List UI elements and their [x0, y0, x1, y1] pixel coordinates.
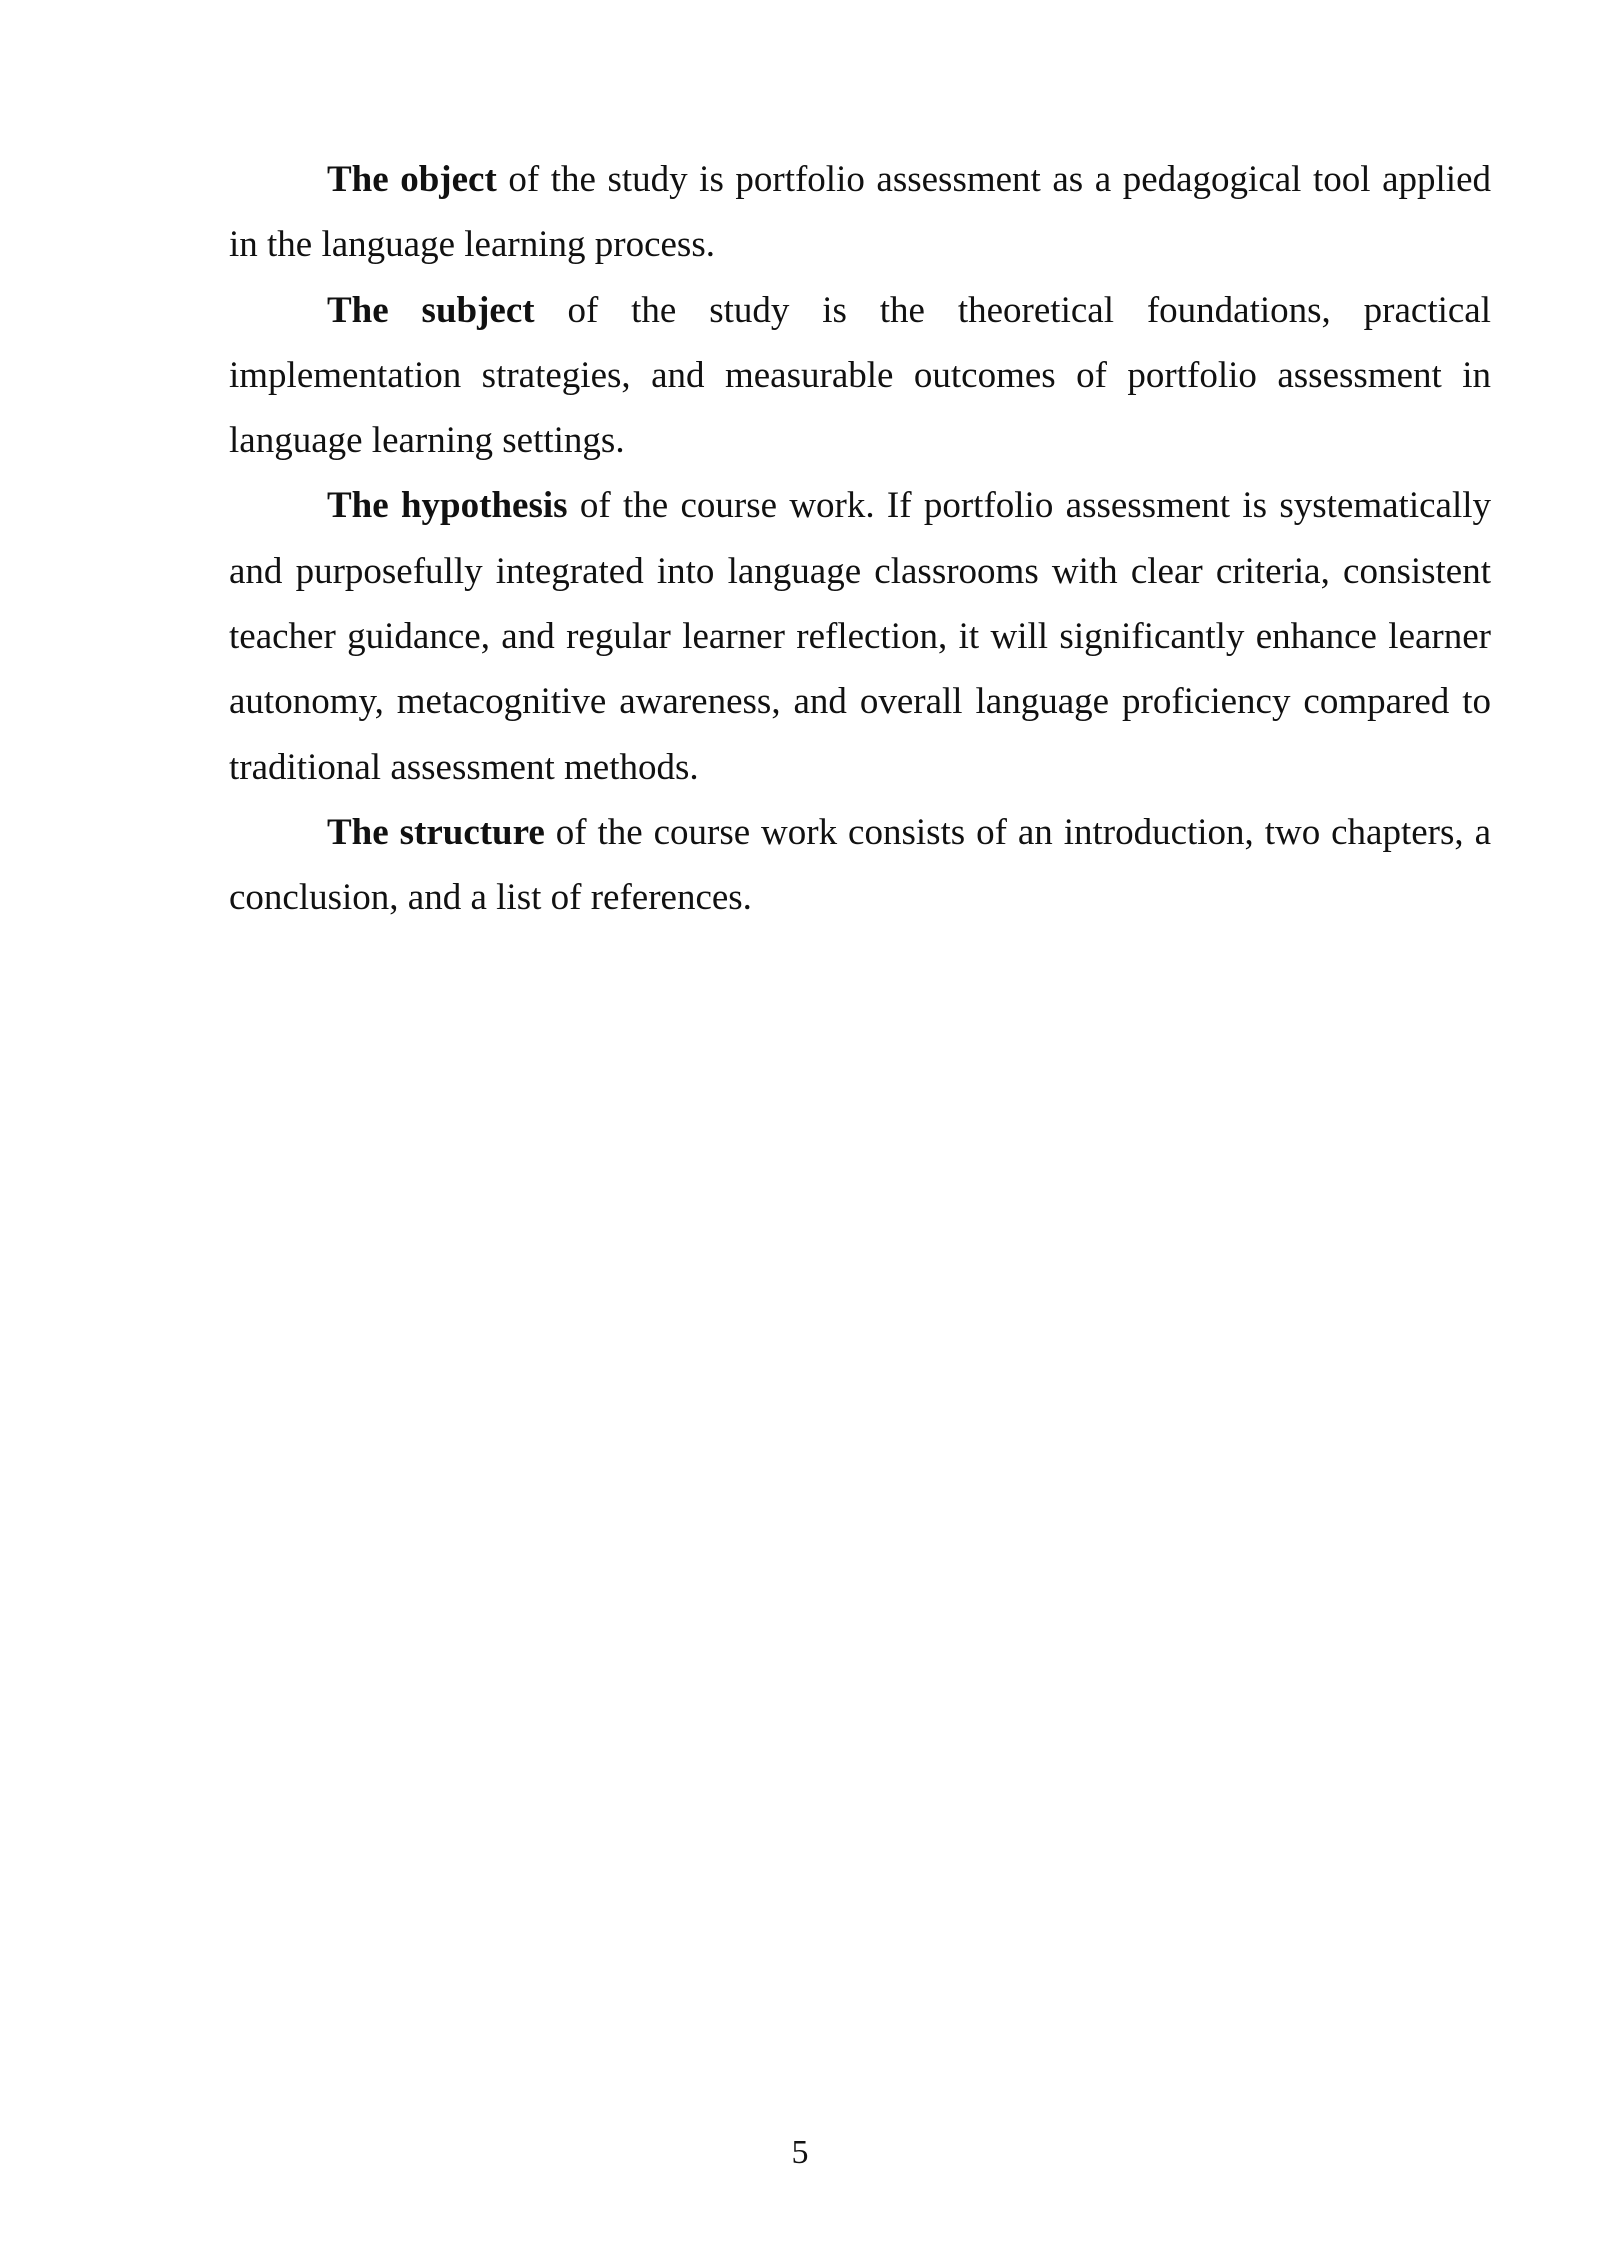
- body-text: [229, 147, 1491, 931]
- paragraph-structure: [229, 800, 1491, 931]
- paragraph-subject: [229, 278, 1491, 474]
- paragraph-body-subject: of the study is the theoretical foundations, practical implementation strategies, and measurable outcomes of portfolio assessment in language learning settings.: [229, 289, 1491, 462]
- paragraph-body-object: of the study is portfolio assessment as a pedagogical tool applied in the language learning process.: [229, 159, 1491, 266]
- paragraph-lead-hypothesis: The hypothesis: [327, 485, 568, 527]
- paragraph-lead-structure: The structure: [327, 811, 545, 853]
- paragraph-object: [229, 147, 1491, 278]
- paragraph-body-structure: of the course work consists of an introduction, two chapters, a conclusion, and a list of references.: [229, 811, 1491, 919]
- paragraph-body-hypothesis: of the course work. If portfolio assessment is systematically and purposefully integrated into language classrooms with clear criteria, consistent teacher guidance, and regular learner reflection, it will significantly enhance learner autonomy, metacognitive awareness, and overall language proficiency compared to traditional assessment methods.: [229, 485, 1492, 788]
- paragraph-hypothesis: [229, 473, 1491, 799]
- paragraph-lead-subject: The subject: [327, 289, 535, 331]
- paragraph-lead-object: The object: [327, 159, 497, 200]
- page-number: 5: [791, 2134, 809, 2171]
